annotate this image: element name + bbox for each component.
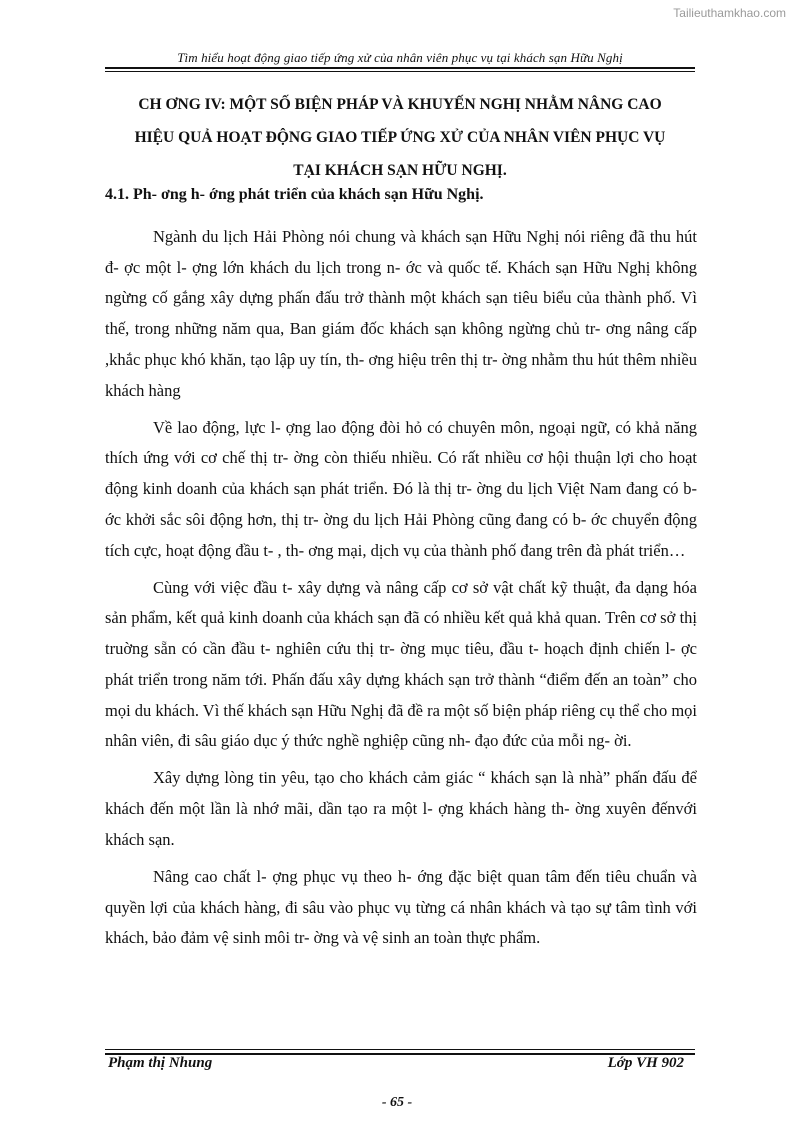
running-header: Tìm hiểu hoạt động giao tiếp ứng xử của nhân viên phục vụ tại khách sạn Hữu Nghị <box>177 50 623 65</box>
section-heading: 4.1. Ph- ơng h- ớng phát triển của khách sạn Hữu Nghị. <box>105 186 484 203</box>
chapter-title-line-2: HIỆU QUẢ HOẠT ĐỘNG GIAO TIẾP ỨNG XỬ CỦA NHÂN VIÊN PHỤC VỤ <box>134 129 666 146</box>
chapter-title-line-1: CH ƠNG IV: MỘT SỐ BIỆN PHÁP VÀ KHUYẾN NGHỊ NHẰM NÂNG CAO <box>138 96 662 113</box>
chapter-title <box>105 88 695 187</box>
footer-author: Phạm thị Nhung <box>108 1055 213 1071</box>
body-text <box>105 222 697 961</box>
paragraph: Cùng với việc đầu t- xây dựng và nâng cấp cơ sở vật chất kỹ thuật, đa dạng hóa sản phẩm, kết quả kinh doanh của khách sạn đã có nhiều kết quả khả quan. Trên cơ sở thị truờng sẵn có cần đầu t- nghiên cứu thị tr- ờng mục tiêu, đầu t- hoạch định chiến l- ợc phát triển trong năm tới. Phấn đấu xây dựng khách sạn trở thành “điểm đến an toàn” cho mọi du khách. Vì thế khách sạn Hữu Nghị đã đề ra một số biện pháp riêng cụ thể cho mọi nhân viên, đi sâu giáo dục ý thức nghề nghiệp cũng nh- đạo đức của mỗi ng- ời. <box>105 577 697 751</box>
paragraph: Ngành du lịch Hải Phòng nói chung và khách sạn Hữu Nghị nói riêng đã thu hút đ- ợc một l- ợng lớn khách du lịch trong n- ớc và quốc tế. Khách sạn Hữu Nghị không ngừng cố gắng xây dựng phấn đấu trở thành một khách sạn tiêu biểu của thành phố. Vì thế, trong những năm qua, Ban giám đốc khách sạn không ngừng chủ tr- ơng nâng cấp ,khắc phục khó khăn, tạo lập uy tín, th- ơng hiệu trên thị tr- ờng nhằm thu hút thêm nhiều khách hàng <box>105 227 697 400</box>
page-number: - 65 - <box>381 1095 413 1110</box>
paragraph: Xây dựng lòng tin yêu, tạo cho khách cảm giác “ khách sạn là nhà” phấn đấu để khách đến một lần là nhớ mãi, dần tạo ra một l- ợng khách hàng th- ờng xuyên đếnvới khách sạn. <box>105 768 697 849</box>
watermark: Tailieuthamkhao.com <box>673 6 786 20</box>
footer-class: Lớp VH 902 <box>607 1055 684 1071</box>
header-rule <box>105 67 695 69</box>
footer-rule-thin <box>105 1049 695 1050</box>
paragraph: Nâng cao chất l- ợng phục vụ theo h- ớng đặc biệt quan tâm đến tiêu chuẩn và quyền lợi của khách hàng, đi sâu vào phục vụ từng cá nhân khách và tạo sự tâm tình với khách, bảo đảm vệ sinh môi tr- ờng và vệ sinh an toàn thực phẩm. <box>105 867 697 948</box>
header-rule-thin <box>105 71 695 72</box>
chapter-title-line-3: TẠI KHÁCH SẠN HỮU NGHỊ. <box>293 162 507 179</box>
paragraph: Về lao động, lực l- ợng lao động đòi hỏ có chuyên môn, ngoại ngữ, có khả năng thích ứng với cơ chế thị tr- ờng còn thiếu nhiều. Có rất nhiều cơ hội thuận lợi cho hoạt động kinh doanh của khách sạn phát triển. Đó là thị tr- ờng du lịch Việt Nam đang có b- ớc khởi sắc sôi động hơn, thị tr- ờng du lịch Hải Phòng cũng đang có b- ớc chuyển động tích cực, hoạt động đầu t- , th- ơng mại, dịch vụ của thành phố đang trên đà phát triển… <box>105 417 697 560</box>
